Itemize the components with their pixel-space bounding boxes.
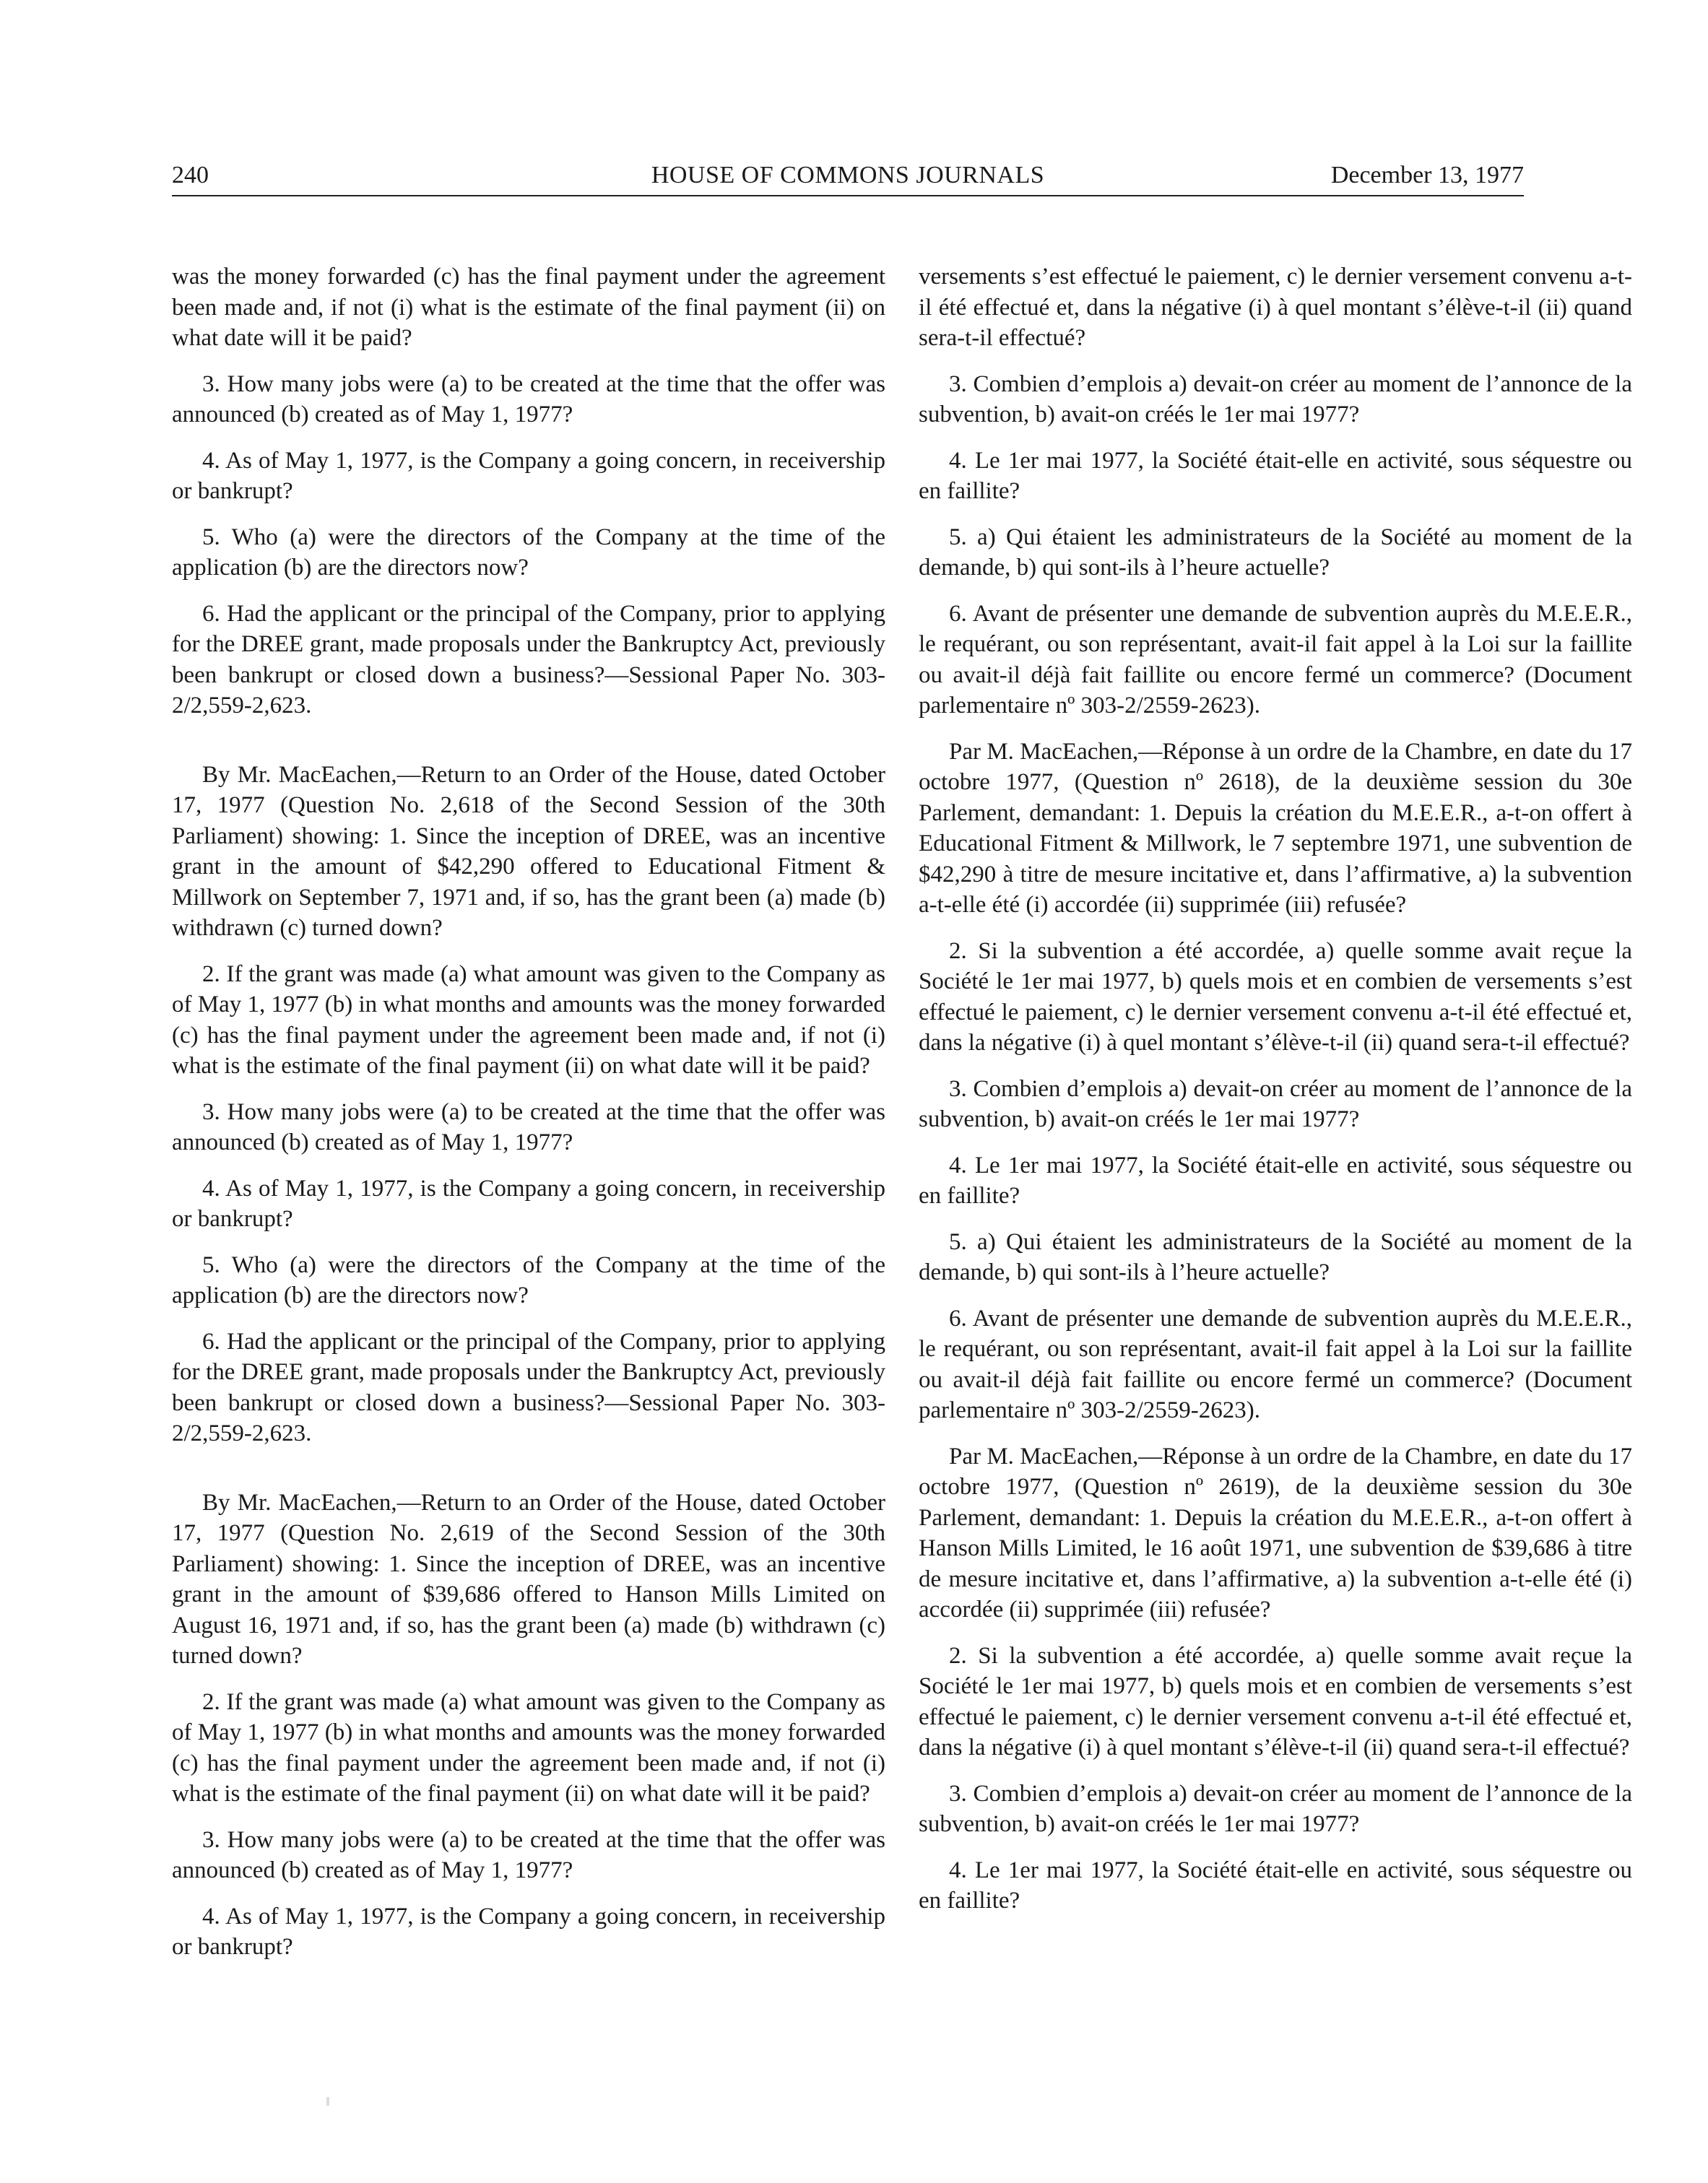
paragraph: 6. Had the applicant or the principal of the Company, prior to applying for the DREE grant, made proposals under the Bankruptcy Act, previously been bankrupt or closed down a business?—Sessional Paper No. 303-2/2,559-2,623.: [172, 1328, 885, 1446]
paragraph: 5. Who (a) were the directors of the Company at the time of the application (b) are the directors now?: [172, 1251, 885, 1309]
page-mark: [326, 2097, 329, 2106]
paragraph: 3. Combien d’emplois a) devait-on créer au moment de l’annonce de la subvention, b) avait-on créés le 1er mai 1977?: [919, 1075, 1632, 1132]
paragraph: 5. Who (a) were the directors of the Company at the time of the application (b) are the directors now?: [172, 524, 885, 581]
paragraph: 4. Le 1er mai 1977, la Société était-elle en activité, sous séquestre ou en faillite?: [919, 447, 1632, 504]
paragraph: 4. Le 1er mai 1977, la Société était-elle en activité, sous séquestre ou en faillite?: [919, 1152, 1632, 1209]
paragraph: was the money forwarded (c) has the final payment under the agreement been made and, if not (i) what is the estimate of the final payment (ii) on what date will it be paid?: [172, 264, 885, 351]
paragraph: 6. Avant de présenter une demande de subvention auprès du M.E.E.R., le requérant, ou son représentant, avait-il fait appel à la Loi sur la faillite ou avait-il déjà fait faillite ou encore fermé un commerce? (Document parlementaire nº 303-2/2559-2623).: [919, 600, 1632, 719]
paragraph: versements s’est effectué le paiement, c) le dernier versement convenu a-t-il été effectué et, dans la négative (i) à quel montant s’élève-t-il (ii) quand sera-t-il effectué?: [919, 264, 1632, 351]
page-date: December 13, 1977: [1330, 162, 1524, 188]
paragraph: 6. Had the applicant or the principal of the Company, prior to applying for the DREE grant, made proposals under the Bankruptcy Act, previously been bankrupt or closed down a business?—Sessional Paper No. 303-2/2,559-2,623.: [172, 600, 885, 719]
paragraph: 4. As of May 1, 1977, is the Company a going concern, in receivership or bankrupt?: [172, 1175, 885, 1232]
paragraph: 4. Le 1er mai 1977, la Société était-elle en activité, sous séquestre ou en faillite?: [919, 1857, 1632, 1914]
paragraph: 2. Si la subvention a été accordée, a) quelle somme avait reçue la Société le 1er mai 1977, b) quels mois et en combien de versements s’est effectué le paiement, c) le dernier versement convenu a-t-il été effectué et, dans la négative (i) à quel montant s’élève-t-il (ii) quand sera-t-il effectué?: [919, 1642, 1632, 1761]
paragraph: 4. As of May 1, 1977, is the Company a going concern, in receivership or bankrupt?: [172, 447, 885, 504]
paragraph: Par M. MacEachen,—Réponse à un ordre de la Chambre, en date du 17 octobre 1977, (Question nº 2619), de la deuxième session du 30e Parlement, demandant: 1. Depuis la création du M.E.E.R., a-t-on offert à Hanson Mills Limited, le 16 août 1971, une subvention de $39,686 à titre de mesure incitative et, dans l’affirmative, a) la subvention a-t-elle été (i) accordée (ii) supprimée (iii) refusée?: [919, 1443, 1632, 1623]
paragraph: 3. How many jobs were (a) to be created at the time that the offer was announced (b) created as of May 1, 1977?: [172, 1098, 885, 1155]
paragraph: 3. Combien d’emplois a) devait-on créer au moment de l’annonce de la subvention, b) avait-on créés le 1er mai 1977?: [919, 1780, 1632, 1837]
paragraph: 2. If the grant was made (a) what amount was given to the Company as of May 1, 1977 (b) in what months and amounts was the money forwarded (c) has the final payment under the agreement been made and, if not (i) what is the estimate of the final payment (ii) on what date will it be paid?: [172, 1688, 885, 1807]
paragraph: 3. How many jobs were (a) to be created at the time that the offer was announced (b) created as of May 1, 1977?: [172, 370, 885, 428]
paragraph: By Mr. MacEachen,—Return to an Order of the House, dated October 17, 1977 (Question No. 2,618 of the Second Session of the 30th Parliament) showing: 1. Since the inception of DREE, was an incentive grant in the amount of $42,290 offered to Educational Fitment & Millwork on September 7, 1971 and, if so, has the grant been (a) made (b) withdrawn (c) turned down?: [172, 761, 885, 941]
french-column: [919, 261, 1632, 1932]
paragraph: 2. Si la subvention a été accordée, a) quelle somme avait reçue la Société le 1er mai 1977, b) quels mois et en combien de versements s’est effectué le paiement, c) le dernier versement convenu a-t-il été effectué et, dans la négative (i) à quel montant s’élève-t-il (ii) quand sera-t-il effectué?: [919, 937, 1632, 1056]
paragraph: 5. a) Qui étaient les administrateurs de la Société au moment de la demande, b) qui sont-ils à l’heure actuelle?: [919, 524, 1632, 581]
paragraph: By Mr. MacEachen,—Return to an Order of the House, dated October 17, 1977 (Question No. 2,619 of the Second Session of the 30th Parliament) showing: 1. Since the inception of DREE, was an incentive grant in the amount of $39,686 offered to Hanson Mills Limited on August 16, 1971 and, if so, has the grant been (a) made (b) withdrawn (c) turned down?: [172, 1489, 885, 1669]
paragraph: 2. If the grant was made (a) what amount was given to the Company as of May 1, 1977 (b) in what months and amounts was the money forwarded (c) has the final payment under the agreement been made and, if not (i) what is the estimate of the final payment (ii) on what date will it be paid?: [172, 960, 885, 1079]
english-column: [172, 261, 885, 1978]
paragraph: 3. How many jobs were (a) to be created at the time that the offer was announced (b) created as of May 1, 1977?: [172, 1826, 885, 1883]
paragraph: Par M. MacEachen,—Réponse à un ordre de la Chambre, en date du 17 octobre 1977, (Question nº 2618), de la deuxième session du 30e Parlement, demandant: 1. Depuis la création du M.E.E.R., a-t-on offert à Educational Fitment & Millwork, le 7 septembre 1971, une subvention de $42,290 à titre de mesure incitative et, dans l’affirmative, a) la subvention a-t-elle été (i) accordée (ii) supprimée (iii) refusée?: [919, 738, 1632, 918]
paragraph: 4. As of May 1, 1977, is the Company a going concern, in receivership or bankrupt?: [172, 1903, 885, 1960]
page-number: 240: [172, 162, 209, 188]
journal-title: HOUSE OF COMMONS JOURNALS: [651, 162, 1045, 188]
paragraph: 6. Avant de présenter une demande de subvention auprès du M.E.E.R., le requérant, ou son représentant, avait-il fait appel à la Loi sur la faillite ou avait-il déjà fait faillite ou encore fermé un commerce? (Document parlementaire nº 303-2/2559-2623).: [919, 1305, 1632, 1423]
paragraph: 3. Combien d’emplois a) devait-on créer au moment de l’annonce de la subvention, b) avait-on créés le 1er mai 1977?: [919, 370, 1632, 428]
page-header: [172, 159, 1524, 196]
paragraph: 5. a) Qui étaient les administrateurs de la Société au moment de la demande, b) qui sont-ils à l’heure actuelle?: [919, 1228, 1632, 1285]
